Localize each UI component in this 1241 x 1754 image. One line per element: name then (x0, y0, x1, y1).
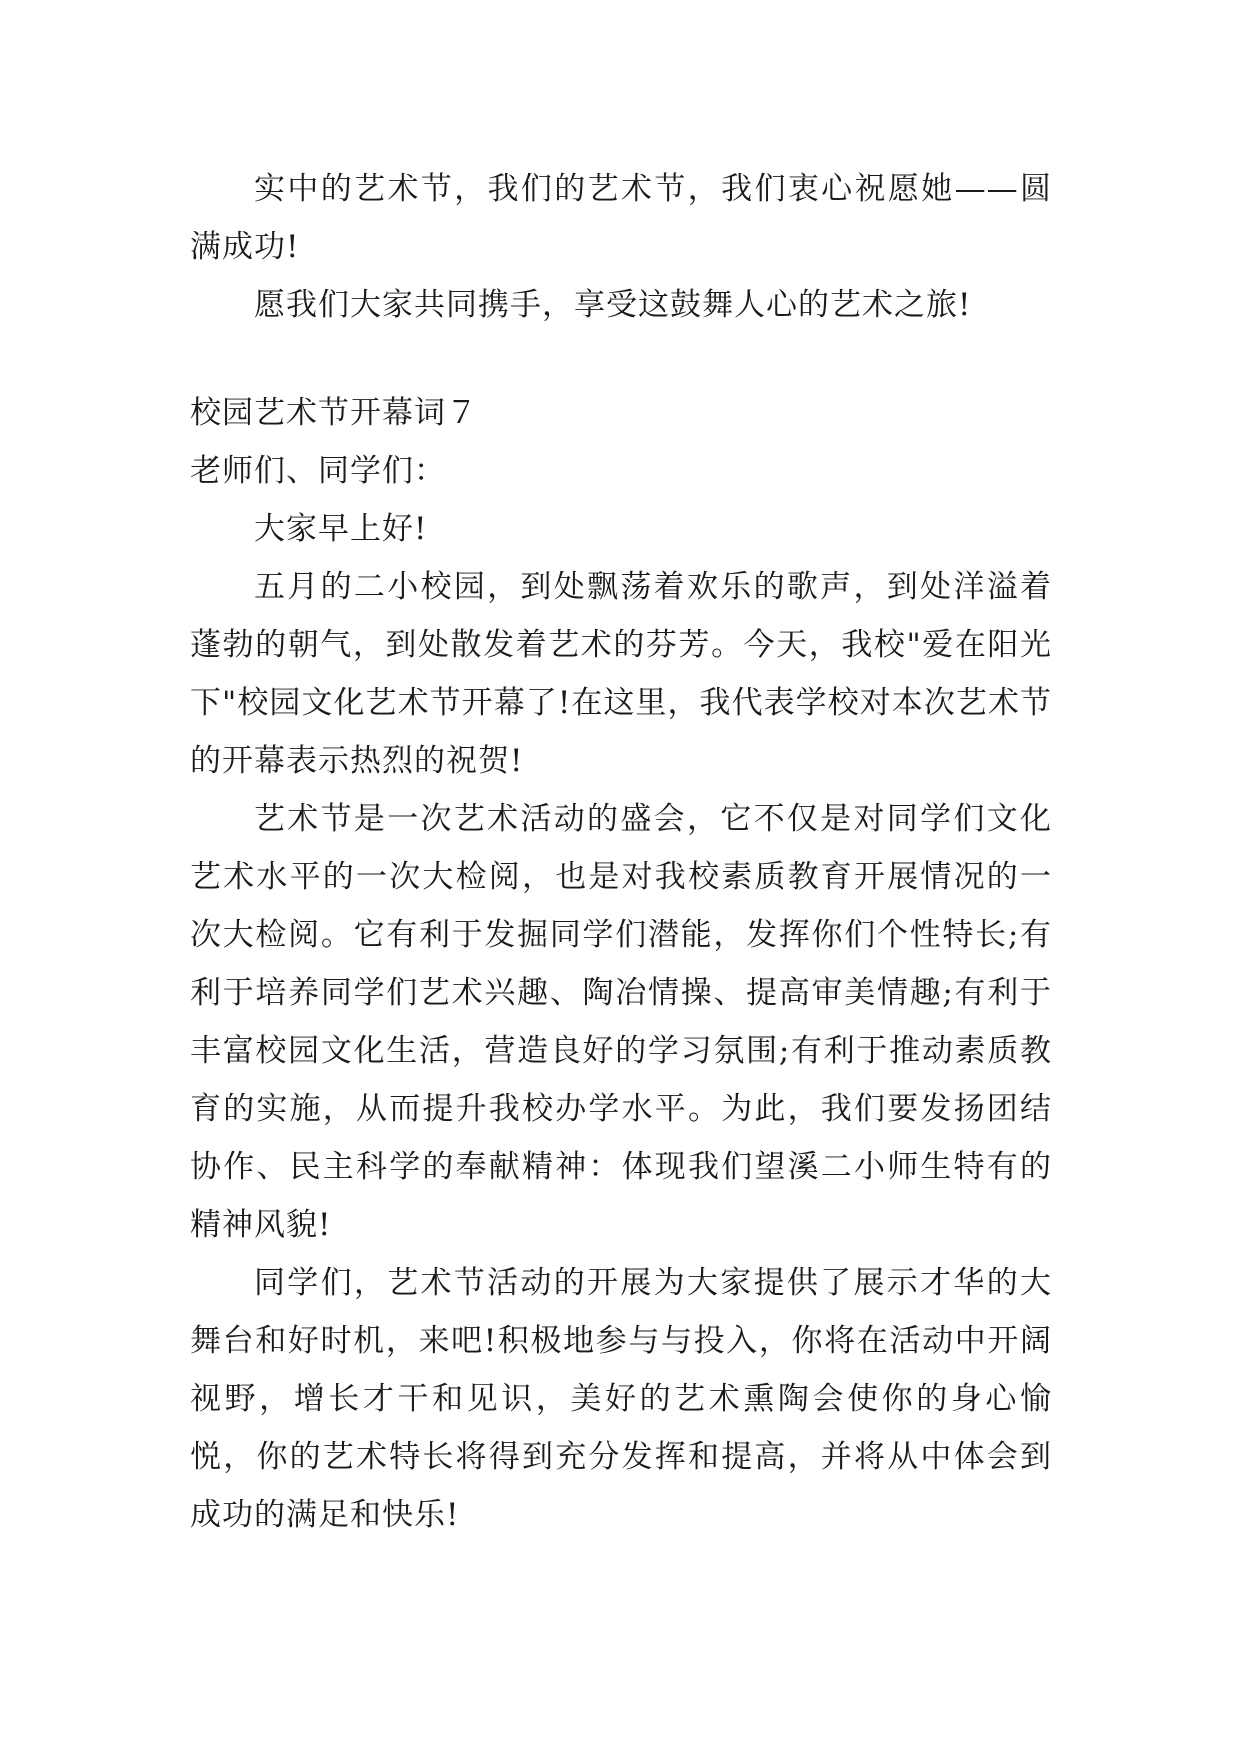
paragraph: 愿我们大家共同携手，享受这鼓舞人心的艺术之旅! (254, 287, 972, 323)
paragraph: 艺术节是一次艺术活动的盛会，它不仅是对同学们文化艺术水平的一次大检阅，也是对我校素质教育开展情况的一次大检阅。它有利于发掘同学们潜能，发挥你们个性特长;有利于培养同学们艺术兴趣、陶冶情操、提高审美情趣;有利于丰富校园文化生活，营造良好的学习氛围;有利于推动素质教育的实施，从而提升我校办学水平。为此，我们要发扬团结协作、民主科学的奉献精神：体现我们望溪二小师生特有的精神风貌! (190, 801, 1052, 1243)
document-page (190, 160, 1052, 1544)
section-title: 校园艺术节开幕词７ (190, 395, 478, 431)
paragraph: 实中的艺术节，我们的艺术节，我们衷心祝愿她——圆满成功! (190, 171, 1052, 265)
salutation: 老师们、同学们： (190, 453, 446, 489)
greeting: 大家早上好! (254, 511, 428, 547)
paragraph: 同学们，艺术节活动的开展为大家提供了展示才华的大舞台和好时机，来吧!积极地参与与投入，你将在活动中开阔视野，增长才干和见识，美好的艺术熏陶会使你的身心愉悦，你的艺术特长将得到充分发挥和提高，并将从中体会到成功的满足和快乐! (190, 1265, 1052, 1533)
paragraph: 五月的二小校园，到处飘荡着欢乐的歌声，到处洋溢着蓬勃的朝气，到处散发着艺术的芬芳。今天，我校"爱在阳光下"校园文化艺术节开幕了!在这里，我代表学校对本次艺术节的开幕表示热烈的祝贺! (190, 569, 1052, 779)
section-gap (190, 334, 1052, 384)
